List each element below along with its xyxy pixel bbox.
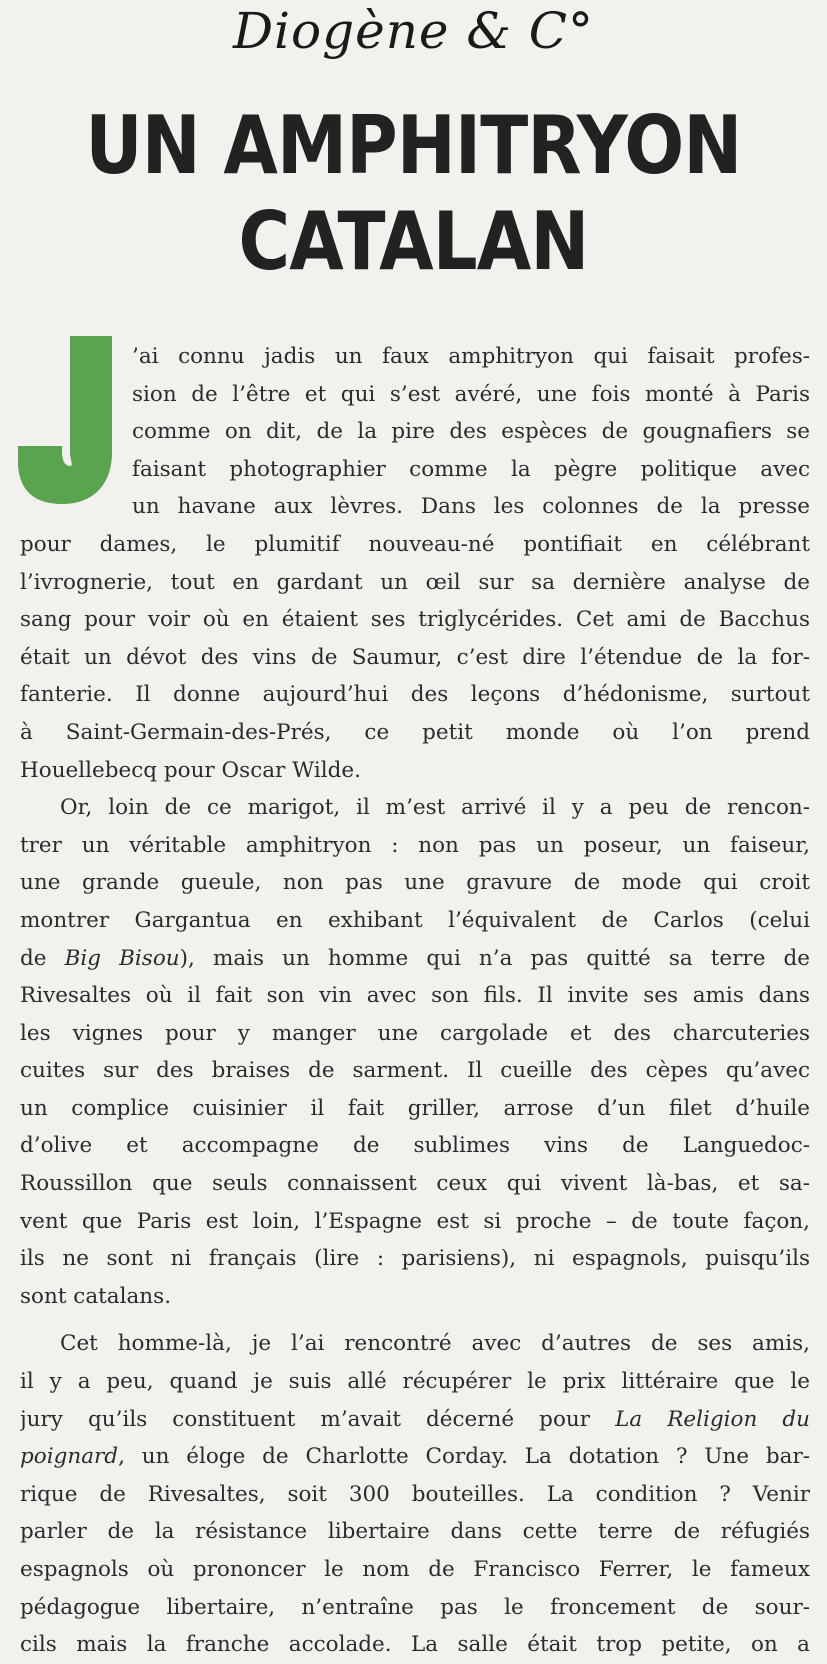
article-line: fanterie. Il donne aujourd’hui des leçons d’hédonisme, surtout: [20, 682, 810, 708]
article-text-run: de: [20, 945, 65, 971]
paragraph-gap: [20, 1315, 810, 1325]
headline-line-2: CATALAN: [238, 195, 589, 288]
article-line: comme on dit, de la pire des espèces de gougnafiers se: [132, 419, 810, 445]
article-line: un complice cuisinier il fait griller, arrose d’un filet d’huile: [20, 1095, 810, 1121]
article-headline: [50, 98, 778, 290]
article-line: faisant photographier comme la pègre politique avec: [132, 456, 810, 482]
article-line: Or, loin de ce marigot, il m’est arrivé il y a peu de rencon-: [60, 795, 810, 821]
book-title-poignard: poignard: [20, 1444, 119, 1470]
article-line: sion de l’être et qui s’est avéré, une fois monté à Paris: [132, 381, 810, 407]
article-line: une grande gueule, non pas une gravure de mode qui croit: [20, 870, 810, 896]
article-text-run: , un éloge de Charlotte Corday. La dotation ? Une bar-: [118, 1444, 810, 1470]
article-line: rique de Rivesaltes, soit 300 bouteilles. La condition ? Venir: [20, 1481, 810, 1507]
article-line: vent que Paris est loin, l’Espagne est si proche – de toute façon,: [20, 1208, 810, 1234]
book-title-religion: La Religion du: [615, 1406, 810, 1432]
article-text-run: jury qu’ils constituent m’avait décerné pour: [20, 1406, 616, 1432]
article-line: ’ai connu jadis un faux amphitryon qui faisait profes-: [132, 344, 810, 369]
article-line: montrer Gargantua en exhibant l’équivalent de Carlos (celui: [20, 907, 810, 933]
article-line: Houellebecq pour Oscar Wilde.: [20, 757, 361, 783]
article-line: sont catalans.: [20, 1283, 172, 1309]
article-line: espagnols où prononcer le nom de Francisco Ferrer, le fameux: [20, 1557, 810, 1582]
article-line: [20, 1438, 810, 1476]
article-line: à Saint-Germain-des-Prés, ce petit monde où l’on prend: [20, 719, 810, 745]
article-body: [20, 338, 810, 1664]
article-line: un havane aux lèvres. Dans les colonnes de la presse: [132, 494, 810, 520]
article-line: Rivesaltes où il fait son vin avec son fils. Il invite ses amis dans: [20, 983, 810, 1009]
article-line: Cet homme-là, je l’ai rencontré avec d’autres de ses amis,: [60, 1331, 810, 1357]
article-line: il y a peu, quand je suis allé récupérer le prix littéraire que le: [20, 1369, 810, 1395]
article-line: ils ne sont ni français (lire : parisiens), ni espagnols, puisqu’ils: [20, 1246, 810, 1272]
section-label: Diogène & C°: [232, 2, 595, 60]
article-line: Roussillon que seuls connaissent ceux qui vivent là-bas, et sa-: [20, 1171, 810, 1197]
article-line: [20, 1401, 810, 1439]
article-line: était un dévot des vins de Saumur, c’est dire l’étendue de la for-: [20, 644, 810, 670]
article-line: cils mais la franche accolade. La salle était trop petite, on a: [20, 1632, 810, 1658]
article-line: trer un véritable amphitryon : non pas un poseur, un faiseur,: [20, 832, 810, 858]
article-line: cuites sur des braises de sarment. Il cueille des cèpes qu’avec: [20, 1058, 810, 1084]
article-line: d’olive et accompagne de sublimes vins de Languedoc-: [20, 1133, 810, 1159]
article-line: pour dames, le plumitif nouveau-né pontifiait en célébrant: [20, 531, 810, 557]
article-line: les vignes pour y manger une cargolade et des charcuteries: [20, 1020, 810, 1046]
article-line: pédagogue libertaire, n’entraîne pas le froncement de sour-: [20, 1594, 810, 1620]
headline-line-1: UN AMPHITRYON: [85, 99, 742, 192]
article-line: [20, 940, 810, 978]
article-text-run: ), mais un homme qui n’a pas quitté sa terre de: [179, 945, 810, 971]
book-title-big-bisou: Big Bisou: [64, 945, 180, 971]
article-line: parler de la résistance libertaire dans cette terre de réfugiés: [20, 1519, 810, 1545]
article-line: sang pour voir où en étaient ses triglycérides. Cet ami de Bacchus: [20, 607, 810, 633]
article-line: l’ivrognerie, tout en gardant un œil sur sa dernière analyse de: [20, 569, 810, 595]
